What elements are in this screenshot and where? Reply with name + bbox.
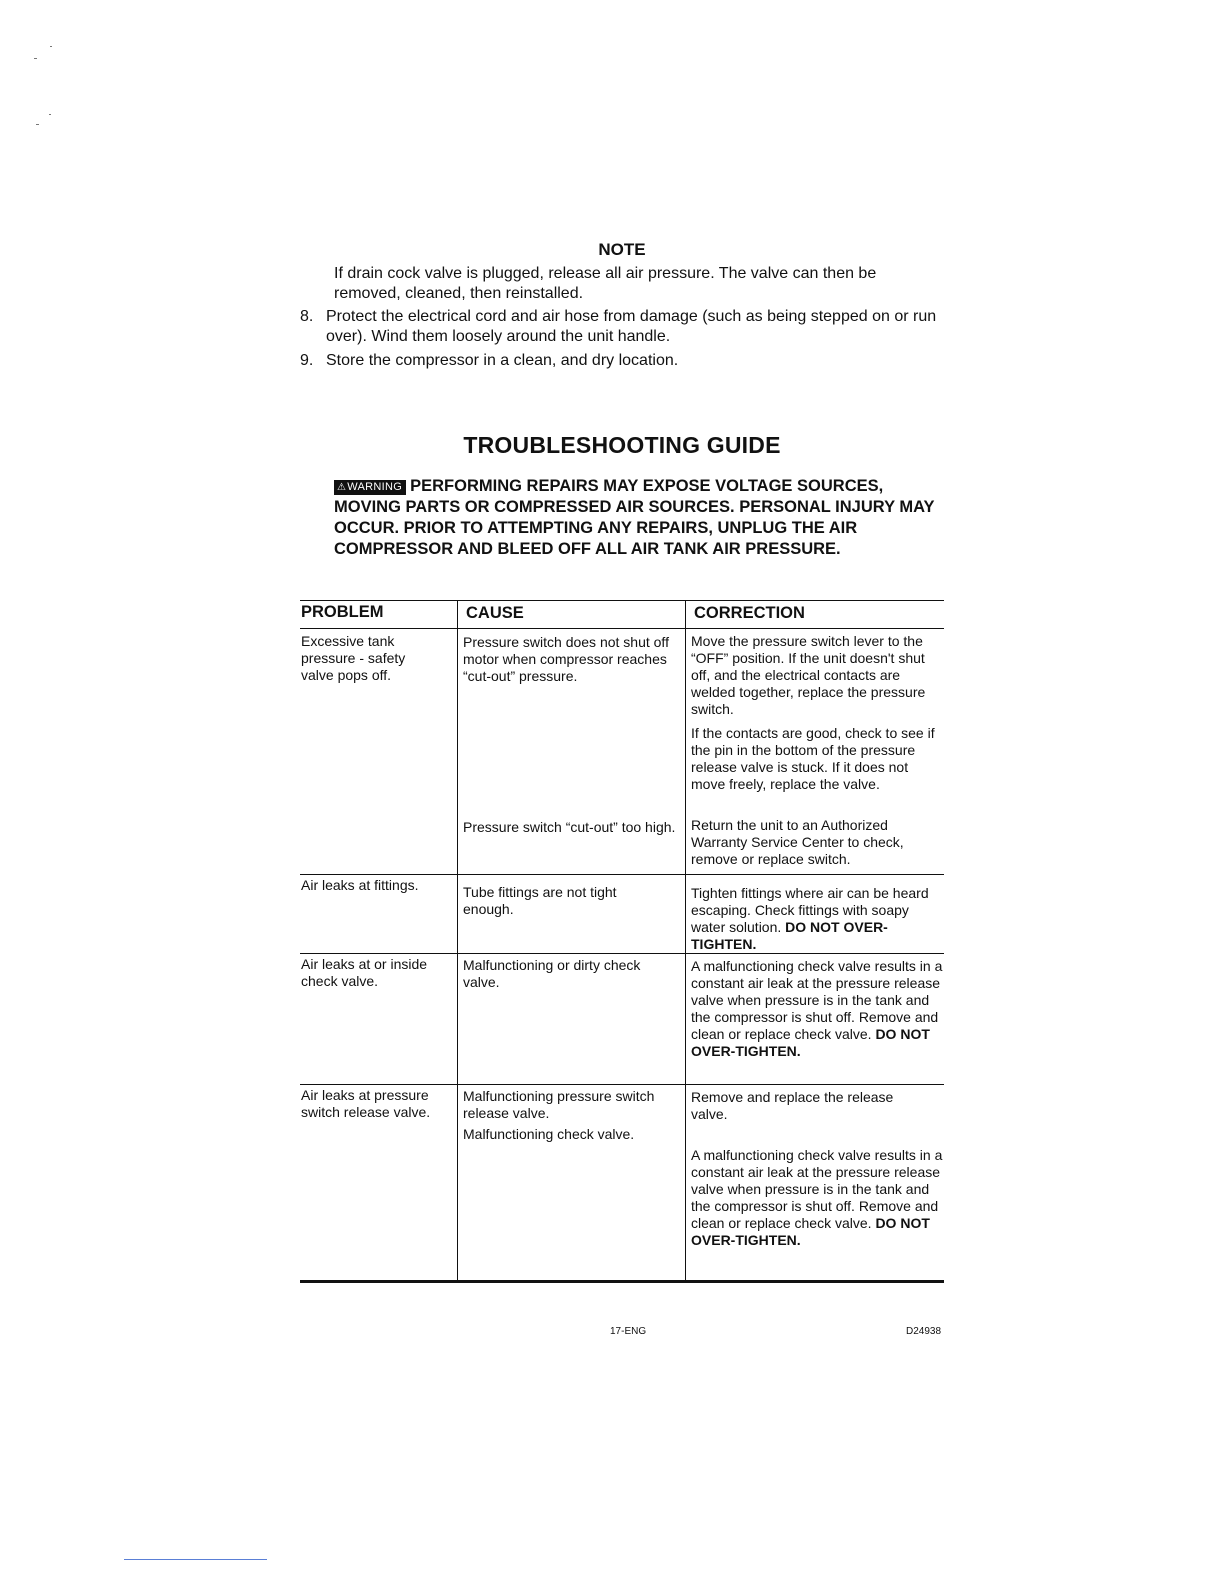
scan-speck — [36, 124, 39, 125]
table-rule — [300, 628, 944, 629]
correction-cell: Return the unit to an Authorized Warranty Service Center to check, remove or replace switch. — [691, 817, 904, 867]
correction-cell — [691, 958, 943, 1060]
correction-cell — [691, 885, 939, 953]
table-rule — [300, 874, 944, 875]
correction-emphasis: DO NOT OVER-TIGHTEN. — [691, 1215, 930, 1248]
correction-cell — [691, 1147, 943, 1249]
problem-cell: Excessive tank pressure - safety valve pops off. — [301, 633, 406, 683]
note-text: If drain cock valve is plugged, release all air pressure. The valve can then be removed, cleaned, then reinstalled. — [334, 265, 877, 302]
correction-cell: Move the pressure switch lever to the “OFF” position. If the unit doesn't shut off, and the electrical contacts are welded together, replace the pressure switch. — [691, 633, 926, 717]
correction-emphasis: DO NOT OVER-TIGHTEN. — [691, 919, 888, 952]
cause-cell: Tube fittings are not tight enough. — [463, 884, 617, 917]
table-column-rule — [685, 600, 686, 1282]
troubleshooting-table — [300, 600, 944, 1284]
correction-text: A malfunctioning check valve results in a constant air leak at the pressure release valve when pressure is in the tank and the compressor is shut off. Remove and clean or replace check valve. — [691, 958, 943, 1042]
column-header-cause: CAUSE — [466, 604, 524, 622]
problem-cell: Air leaks at pressure switch release valve. — [301, 1087, 431, 1120]
cause-cell: Pressure switch “cut-out” too high. — [463, 819, 676, 835]
list-item-text: Store the compressor in a clean, and dry location. — [326, 352, 679, 369]
table-rule — [300, 1084, 944, 1085]
problem-cell: Air leaks at or inside check valve. — [301, 956, 428, 989]
list-item — [300, 351, 950, 371]
table-column-rule — [457, 600, 458, 1282]
page-number: 17-ENG — [610, 1326, 647, 1337]
warning-notice — [334, 476, 954, 560]
note-heading: NOTE — [598, 240, 646, 259]
correction-cell: If the contacts are good, check to see if the pin in the bottom of the pressure release valve is stuck. If it does not move freely, replace the valve. — [691, 725, 935, 792]
list-item-number: 8. — [300, 308, 314, 325]
problem-cell: Air leaks at fittings. — [301, 877, 419, 893]
list-item — [300, 307, 950, 347]
warning-badge-label: WARNING — [347, 481, 403, 493]
column-header-correction: CORRECTION — [694, 604, 805, 622]
cause-cell: Malfunctioning pressure switch release valve. — [463, 1088, 655, 1121]
warning-triangle-icon: ⚠ — [337, 482, 347, 493]
cause-cell: Pressure switch does not shut off motor when compressor reaches “cut-out” pressure. — [463, 634, 669, 684]
correction-text: A malfunctioning check valve results in a constant air leak at the pressure release valve when pressure is in the tank and the compressor is shut off. Remove and clean or replace check valve. — [691, 1147, 943, 1231]
correction-emphasis: DO NOT OVER-TIGHTEN. — [691, 1026, 930, 1059]
correction-text: Tighten fittings where air can be heard escaping. Check fittings with soapy water solution. — [691, 885, 929, 935]
correction-cell: Remove and replace the release valve. — [691, 1089, 894, 1122]
bottom-rule — [124, 1559, 267, 1560]
warning-text: PERFORMING REPAIRS MAY EXPOSE VOLTAGE SOURCES, MOVING PARTS OR COMPRESSED AIR SOURCES. PERSONAL INJURY MAY OCCUR. PRIOR TO ATTEMPTING ANY REPAIRS, UNPLUG THE AIR COMPRESSOR AND BLEED OFF ALL AIR TANK AIR PRESSURE. — [334, 477, 935, 558]
cause-cell: Malfunctioning check valve. — [463, 1126, 635, 1142]
troubleshooting-guide-title: TROUBLESHOOTING GUIDE — [463, 432, 781, 458]
scan-speck — [49, 114, 51, 115]
warning-badge — [334, 480, 406, 495]
column-header-problem: PROBLEM — [301, 603, 384, 621]
list-item-number: 9. — [300, 352, 314, 369]
document-code: D24938 — [906, 1326, 942, 1337]
table-rule — [300, 953, 944, 954]
scan-speck — [50, 46, 52, 47]
cause-cell: Malfunctioning or dirty check valve. — [463, 957, 641, 990]
scan-speck — [34, 58, 37, 59]
list-item-text: Protect the electrical cord and air hose from damage (such as being stepped on or run over). Wind them loosely around the unit handle. — [326, 308, 937, 345]
table-rule — [300, 1280, 944, 1283]
table-rule — [300, 600, 944, 601]
